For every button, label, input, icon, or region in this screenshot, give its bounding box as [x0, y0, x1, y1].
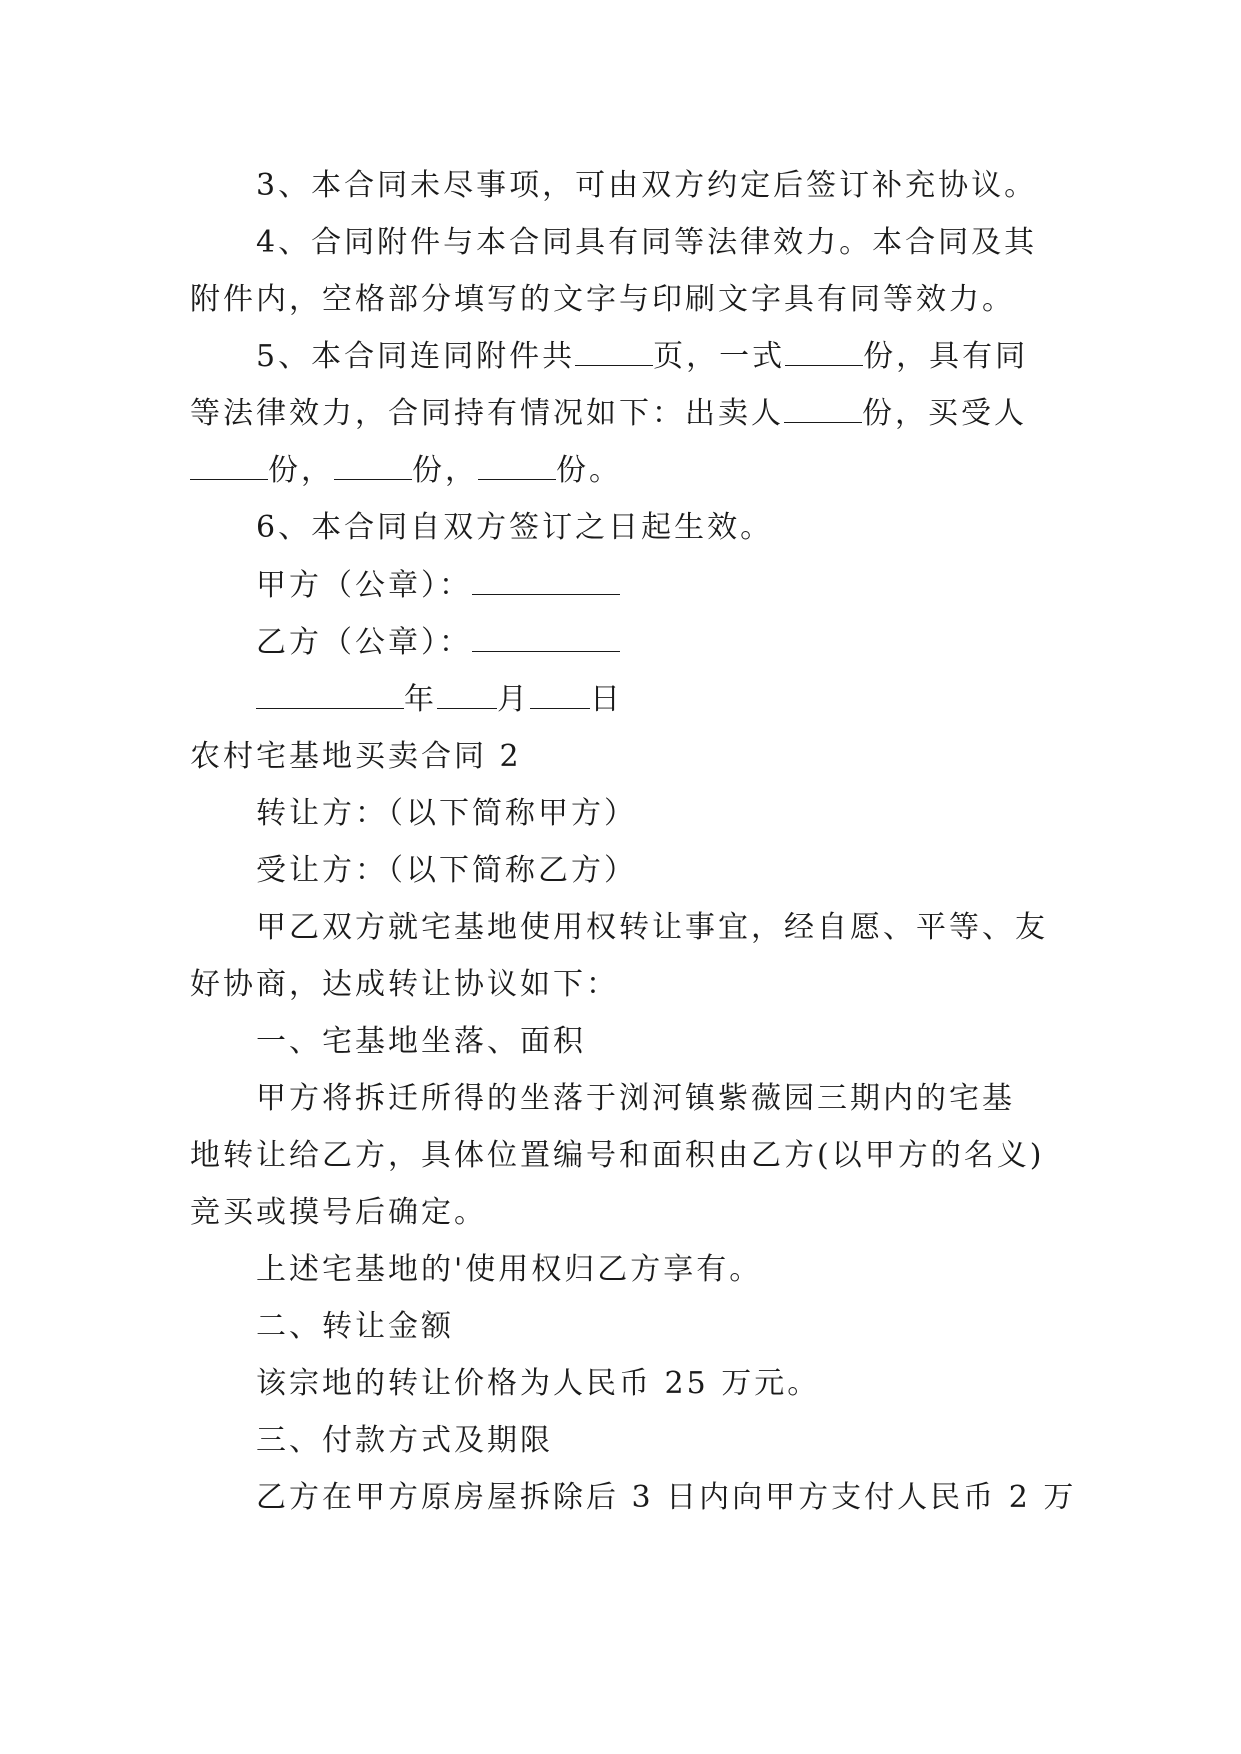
day-blank[interactable]	[530, 682, 590, 709]
clause-5-text-g: 份，	[412, 453, 478, 488]
date-line	[256, 680, 623, 720]
intro-line-1: 甲乙双方就宅基地使用权转让事宜，经自愿、平等、友	[256, 910, 1048, 945]
party-a-seal-blank[interactable]	[472, 568, 620, 595]
section-1-line-4: 上述宅基地的'使用权归乙方享有。	[256, 1252, 763, 1287]
clause-5-text-e: 份，买受人	[862, 396, 1027, 431]
clause-5-line-1	[256, 337, 1028, 377]
seller-copies-blank[interactable]	[784, 396, 862, 423]
clause-5-text-d: 等法律效力，合同持有情况如下：出卖人	[190, 396, 784, 431]
clause-5-text-f: 份，	[268, 453, 334, 488]
clause-5-text-c: 份，具有同	[863, 339, 1029, 374]
clause-5-text-h: 份。	[556, 453, 622, 488]
section-3-line-1: 乙方在甲方原房屋拆除后 3 日内向甲方支付人民币 2 万	[256, 1480, 1077, 1515]
clause-5-text-b: 页，一式	[653, 339, 786, 374]
party-b-signature-line	[256, 623, 620, 663]
transferor-line: 转让方：（以下简称甲方）	[256, 796, 637, 831]
transferee-line: 受让方：（以下简称乙方）	[256, 853, 637, 888]
clause-4-line-1: 4、合同附件与本合同具有同等法律效力。本合同及其	[256, 225, 1038, 260]
other-copies-blank-1[interactable]	[334, 453, 412, 480]
other-copies-blank-2[interactable]	[478, 453, 556, 480]
section-1-heading: 一、宅基地坐落、面积	[256, 1024, 586, 1059]
clause-5-line-3	[190, 451, 622, 491]
month-blank[interactable]	[437, 682, 497, 709]
contract-2-title: 农村宅基地买卖合同 2	[190, 739, 522, 774]
intro-line-2: 好协商，达成转让协议如下：	[190, 967, 619, 1002]
section-1-line-2: 地转让给乙方，具体位置编号和面积由乙方(以甲方的名义)	[190, 1138, 1045, 1173]
section-3-heading: 三、付款方式及期限	[256, 1423, 553, 1458]
clause-3: 3、本合同未尽事项，可由双方约定后签订补充协议。	[256, 168, 1038, 203]
month-label: 月	[497, 682, 530, 717]
clause-5-line-2	[190, 394, 1027, 434]
clause-6: 6、本合同自双方签订之日起生效。	[256, 510, 774, 545]
party-b-label: 乙方（公章）：	[256, 625, 472, 660]
section-1-line-1: 甲方将拆迁所得的坐落于浏河镇紫薇园三期内的宅基	[256, 1081, 1015, 1116]
pages-blank[interactable]	[575, 339, 653, 366]
party-a-label: 甲方（公章）：	[256, 568, 472, 603]
section-2-heading: 二、转让金额	[256, 1309, 454, 1344]
section-2-line-1: 该宗地的转让价格为人民币 25 万元。	[256, 1366, 821, 1401]
year-blank[interactable]	[256, 682, 404, 709]
party-a-signature-line	[256, 566, 620, 606]
party-b-seal-blank[interactable]	[472, 625, 620, 652]
year-label: 年	[404, 682, 437, 717]
copies-blank[interactable]	[785, 339, 863, 366]
buyer-copies-blank[interactable]	[190, 453, 268, 480]
clause-4-line-2: 附件内，空格部分填写的文字与印刷文字具有同等效力。	[190, 282, 1015, 317]
day-label: 日	[590, 682, 623, 717]
clause-5-text-a: 5、本合同连同附件共	[256, 339, 576, 374]
section-1-line-3: 竞买或摸号后确定。	[190, 1195, 487, 1230]
